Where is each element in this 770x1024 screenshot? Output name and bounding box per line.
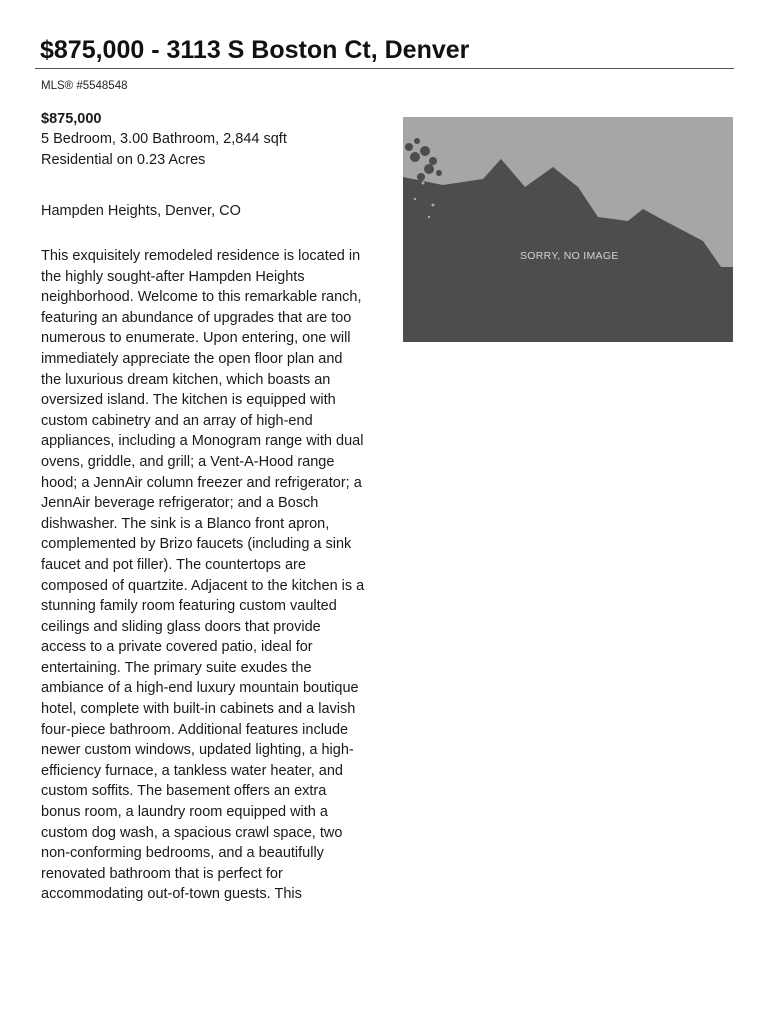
house-silhouette-icon (403, 117, 733, 342)
listing-price: $875,000 (41, 111, 102, 127)
listing-location: Hampden Heights, Denver, CO (41, 203, 241, 219)
listing-title: $875,000 - 3113 S Boston Ct, Denver (40, 36, 470, 64)
mls-number: MLS® #5548548 (41, 80, 128, 92)
listing-photo-placeholder (403, 117, 733, 342)
title-divider (35, 68, 734, 69)
listing-description: This exquisitely remodeled residence is located in the highly sought-after Hampden Heights neighborhood. Welcome to this remarkable ranch, featuring an abundance of upgrades that are too numerous to enumerate. Upon entering, one will immediately appreciate the open floor plan and the luxurious dream kitchen, which boasts an oversized island. The kitchen is equipped with custom cabinetry and an array of high-end appliances, including a Monogram range with dual ovens, griddle, and grill; a Vent-A-Hood range hood; a JennAir column freezer and refrigerator; a JennAir beverage refrigerator; and a Bosch dishwasher. The sink is a Blanco front apron, complemented by Brizo faucets (including a sink faucet and pot filler). The countertops are composed of quartzite. Adjacent to the kitchen is a stunning family room featuring custom vaulted ceilings and sliding glass doors that provide access to a private covered patio, ideal for entertaining. The primary suite exudes the ambiance of a high-end luxury mountain boutique hotel, complete with built-in cabinets and a lavish four-piece bathroom. Additional features include newer custom windows, updated lighting, a high-efficiency furnace, a tankless water heater, and custom soffits. The basement offers an extra bonus room, a laundry room equipped with a custom dog wash, a spacious crawl space, two non-conforming bedrooms, and a beautifully renovated bathroom that is perfect for accommodating out-of-town guests. This (41, 248, 365, 903)
property-type-acreage: Residential on 0.23 Acres (41, 152, 206, 168)
no-image-label: SORRY, NO IMAGE (520, 250, 619, 262)
beds-baths-sqft: 5 Bedroom, 3.00 Bathroom, 2,844 sqft (41, 131, 287, 147)
